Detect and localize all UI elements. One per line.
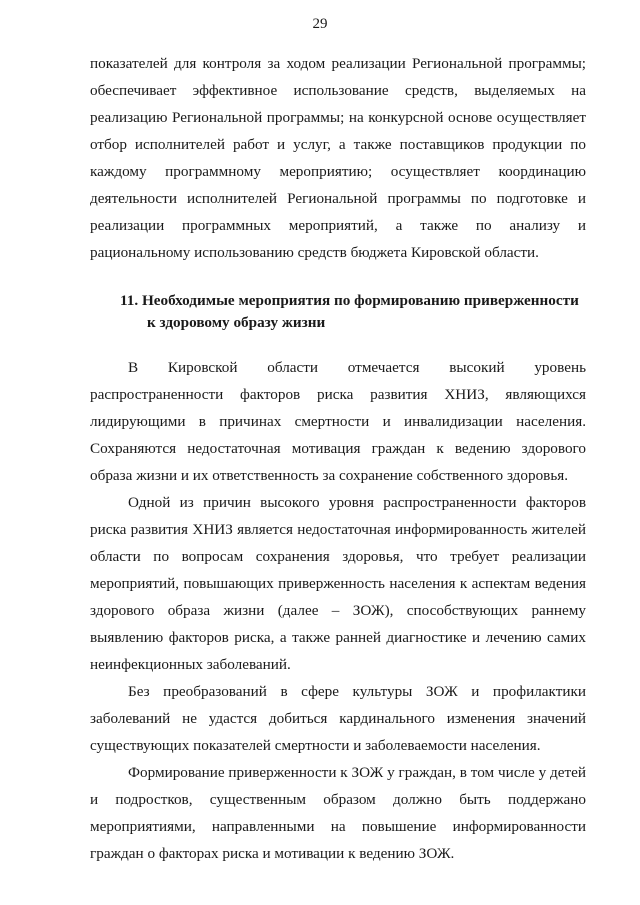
section-number: 11. [120, 292, 139, 309]
paragraph: Формирование приверженности к ЗОЖ у граждан, в том числе у детей и подростков, существенным образом должно быть поддержано мероприятиями, направленными на повышение информированности граждан о факторах риска и мотивации к ведению ЗОЖ. [90, 764, 586, 862]
document-body [90, 50, 586, 867]
paragraph: Одной из причин высокого уровня распространенности факторов риска развития ХНИЗ является недостаточная информированность жителей области по вопросам сохранения здоровья, что требует реализации мероприятий, повышающих приверженность населения к аспектам ведения здорового образа жизни (далее – ЗОЖ), способствующих раннему выявлению факторов риска, а также ранней диагностике и лечению самих неинфекционных заболеваний. [90, 494, 586, 673]
paragraph: Без преобразований в сфере культуры ЗОЖ и профилактики заболеваний не удастся добиться кардинального изменения значений существующих показателей смертности и заболеваемости населения. [90, 683, 586, 754]
section-heading [90, 290, 586, 334]
paragraph-continuation: показателей для контроля за ходом реализации Региональной программы; обеспечивает эффективное использование средств, выделяемых на реализацию Региональной программы; на конкурсной основе осуществляет отбор исполнителей работ и услуг, а также поставщиков продукции по каждому программному мероприятию; осуществляет координацию деятельности исполнителей Региональной программы по подготовке и реализации программных мероприятий, а также по анализу и рациональному использованию средств бюджета Кировской области. [90, 55, 586, 261]
section-title: Необходимые мероприятия по формированию приверженности к здоровому образу жизни [141, 292, 579, 331]
paragraph: В Кировской области отмечается высокий уровень распространенности факторов риска развития ХНИЗ, являющихся лидирующими в причинах смертности и инвалидизации населения. Сохраняются недостаточная мотивация граждан к ведению здорового образа жизни и их ответственность за сохранение собственного здоровья. [90, 359, 586, 484]
page-number: 29 [312, 16, 328, 32]
